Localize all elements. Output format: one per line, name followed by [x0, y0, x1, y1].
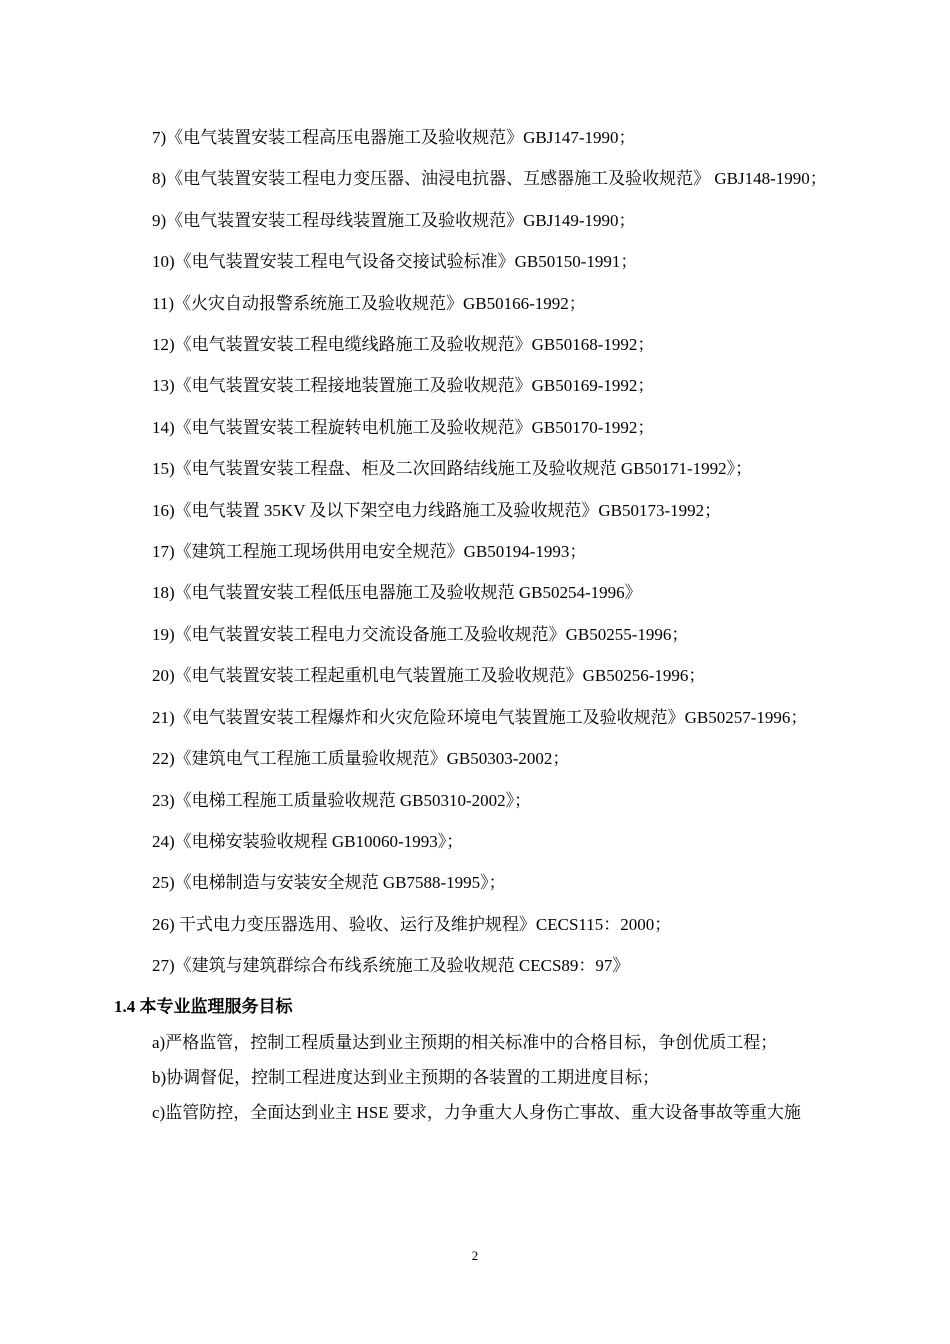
reference-item: 12)《电气装置安装工程电缆线路施工及验收规范》GB50168-1992； [152, 335, 655, 355]
reference-item: 24)《电梯安装验收规程 GB10060-1993》； [152, 831, 464, 851]
reference-item: 27)《建筑与建筑群综合布线系统施工及验收规范 CECS89：97》 [152, 956, 630, 976]
reference-item: 20)《电气装置安装工程起重机电气装置施工及验收规范》GB50256-1996； [152, 666, 706, 686]
reference-item: 11)《火灾自动报警系统施工及验收规范》GB50166-1992； [152, 293, 586, 313]
goal-item: b)协调督促，控制工程进度达到业主预期的各装置的工期进度目标； [152, 1067, 660, 1087]
reference-item: 13)《电气装置安装工程接地装置施工及验收规范》GB50169-1992； [152, 376, 655, 396]
page-content [114, 117, 862, 1130]
reference-item: 18)《电气装置安装工程低压电器施工及验收规范 GB50254-1996》 [152, 583, 642, 603]
reference-item: 8)《电气装置安装工程电力变压器、油浸电抗器、互感器施工及验收规范》 GBJ148-1990； [152, 169, 827, 189]
section-heading: 1.4 本专业监理服务目标 [114, 996, 293, 1016]
reference-item: 7)《电气装置安装工程高压电器施工及验收规范》GBJ147-1990； [152, 128, 636, 147]
goal-item: a)严格监管，控制工程质量达到业主预期的相关标准中的合格目标，争创优质工程； [152, 1032, 778, 1052]
reference-item: 14)《电气装置安装工程旋转电机施工及验收规范》GB50170-1992； [152, 417, 655, 437]
reference-item: 16)《电气装置 35KV 及以下架空电力线路施工及验收规范》GB50173-1992； [152, 500, 722, 520]
reference-item: 25)《电梯制造与安装安全规范 GB7588-1995》； [152, 873, 506, 893]
goal-list [114, 1025, 862, 1130]
reference-item: 17)《建筑工程施工现场供用电安全规范》GB50194-1993； [152, 542, 587, 562]
reference-item: 10)《电气装置安装工程电气设备交接试验标准》GB50150-1991； [152, 252, 638, 272]
reference-item: 19)《电气装置安装工程电力交流设备施工及验收规范》GB50255-1996； [152, 624, 689, 644]
reference-item: 9)《电气装置安装工程母线装置施工及验收规范》GBJ149-1990； [152, 210, 636, 230]
goal-item: c)监管防控，全面达到业主 HSE 要求，力争重大人身伤亡事故、重大设备事故等重大施 [152, 1102, 801, 1122]
reference-item: 26) 干式电力变压器选用、验收、运行及维护规程》CECS115：2000； [152, 914, 672, 934]
reference-list [114, 117, 862, 987]
reference-item: 15)《电气装置安装工程盘、柜及二次回路结线施工及验收规范 GB50171-1992》； [152, 459, 753, 479]
reference-item: 22)《建筑电气工程施工质量验收规范》GB50303-2002； [152, 749, 570, 769]
page-number: 2 [471, 1248, 479, 1263]
reference-item: 21)《电气装置安装工程爆炸和火灾危险环境电气装置施工及验收规范》GB50257-1996； [152, 707, 808, 727]
reference-item: 23)《电梯工程施工质量验收规范 GB50310-2002》； [152, 790, 532, 810]
